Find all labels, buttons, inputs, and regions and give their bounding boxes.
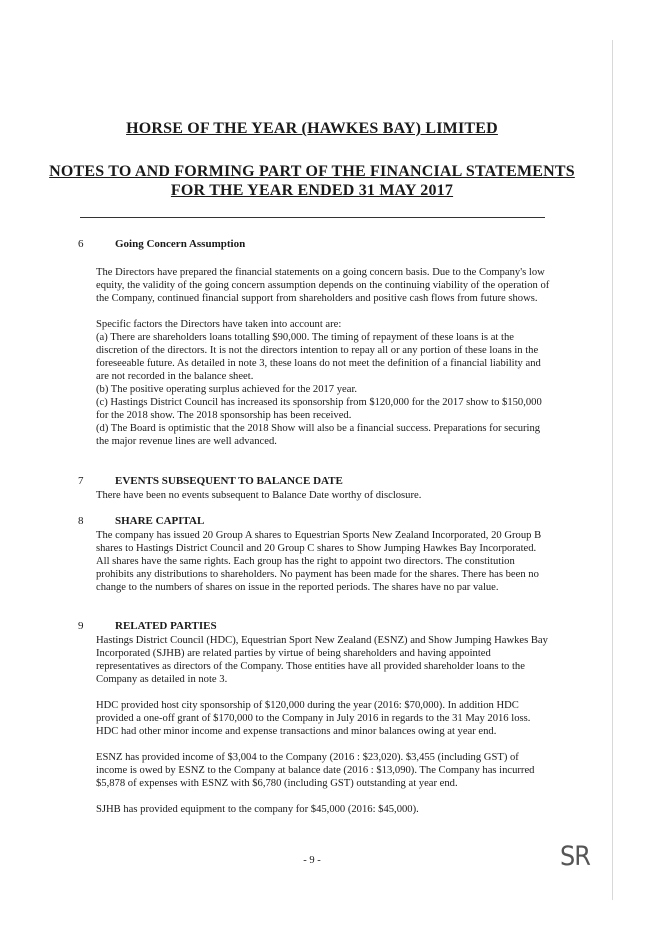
section-6-title: Going Concern Assumption: [115, 238, 246, 250]
section-6-item-a: (a) There are shareholders loans totalling $90,000. The timing of repayment of these loans is at the discretion of the directors. It is not the directors intention to repay all or any portion of these loans in the foreseeable future. As detailed in note 3, these loans do not meet the definition of a financial liability and are not recorded in the balance sheet.: [96, 332, 541, 382]
section-6-paragraph: The Directors have prepared the financial statements on a going concern basis. Due to the Company's low equity, the validity of the going concern assumption depends on the continuing viability of the operation of the Company, continued financial support from shareholders and positive cash flows from future shows.: [96, 267, 550, 304]
section-9-paragraph-2: HDC provided host city sponsorship of $120,000 during the year (2016: $70,000). In addition HDC provided a one-off grant of $170,000 to the Company in July 2016 in regards to the 31 May 2016 loss. HDC had other minor income and expense transactions and minor balances owing at year end.: [96, 700, 531, 737]
section-7-paragraph: There have been no events subsequent to Balance Date worthy of disclosure.: [96, 490, 422, 501]
section-6-item-d: (d) The Board is optimistic that the 2018 Show will also be a financial success. Preparations for securing the major revenue lines are well advanced.: [96, 423, 541, 447]
statement-title-line2: FOR THE YEAR ENDED 31 MAY 2017: [170, 182, 454, 199]
section-7-title: EVENTS SUBSEQUENT TO BALANCE DATE: [115, 475, 343, 487]
company-title: HORSE OF THE YEAR (HAWKES BAY) LIMITED: [126, 120, 498, 137]
section-7-number: 7: [78, 475, 84, 487]
section-6-number: 6: [78, 238, 84, 250]
section-8-title: SHARE CAPITAL: [115, 515, 205, 527]
section-9-title: RELATED PARTIES: [115, 620, 217, 632]
section-7-body: [96, 489, 551, 502]
section-9-paragraph-3: ESNZ has provided income of $3,004 to the Company (2016 : $23,020). $3,455 (including GST) of income is owed by ESNZ to the Company at balance date (2016 : $13,090). The Company has incurred $5,878 of expenses with ESNZ with $6,780 (including GST) outstanding at year end.: [96, 752, 535, 789]
handwritten-initials: SR: [560, 840, 590, 872]
section-6-item-b: (b) The positive operating surplus achieved for the 2017 year.: [96, 384, 358, 395]
section-8-paragraph: The company has issued 20 Group A shares to Equestrian Sports New Zealand Incorporated, 20 Group B shares to Hastings District Council and 20 Group C shares to Show Jumping Hawkes Bay Incorporated. All shares have the same rights. Each group has the right to appoint two directors. The constitution prohibits any distributions to shareholders. No payment has been made for the shares. There has been no change to the numbers of shares on issue in the reported periods. The shares have no par value.: [96, 530, 542, 593]
section-9-number: 9: [78, 620, 84, 632]
statement-title-line1: NOTES TO AND FORMING PART OF THE FINANCIAL STATEMENTS: [49, 163, 575, 180]
section-6-item-c: (c) Hastings District Council has increased its sponsorship from $120,000 for the 2017 show to $150,000 for the 2018 show. The 2018 sponsorship has been received.: [96, 397, 542, 421]
section-6-intro: Specific factors the Directors have taken into account are:: [96, 319, 342, 330]
header-rule: [80, 217, 545, 218]
section-6-body: [96, 266, 551, 448]
page-number: - 9 -: [303, 855, 321, 866]
section-9-paragraph-1: Hastings District Council (HDC), Equestrian Sport New Zealand (ESNZ) and Show Jumping Hawkes Bay Incorporated (SJHB) are related parties by virtue of being shareholders and having appointed representatives as directors of the Company. Those entities have all provided shareholder loans to the Company as detailed in note 3.: [96, 635, 548, 685]
section-9-body: [96, 634, 551, 816]
section-8-body: [96, 529, 551, 594]
section-8-number: 8: [78, 515, 84, 527]
statement-title: [0, 162, 624, 200]
section-9-paragraph-4: SJHB has provided equipment to the company for $45,000 (2016: $45,000).: [96, 804, 419, 815]
